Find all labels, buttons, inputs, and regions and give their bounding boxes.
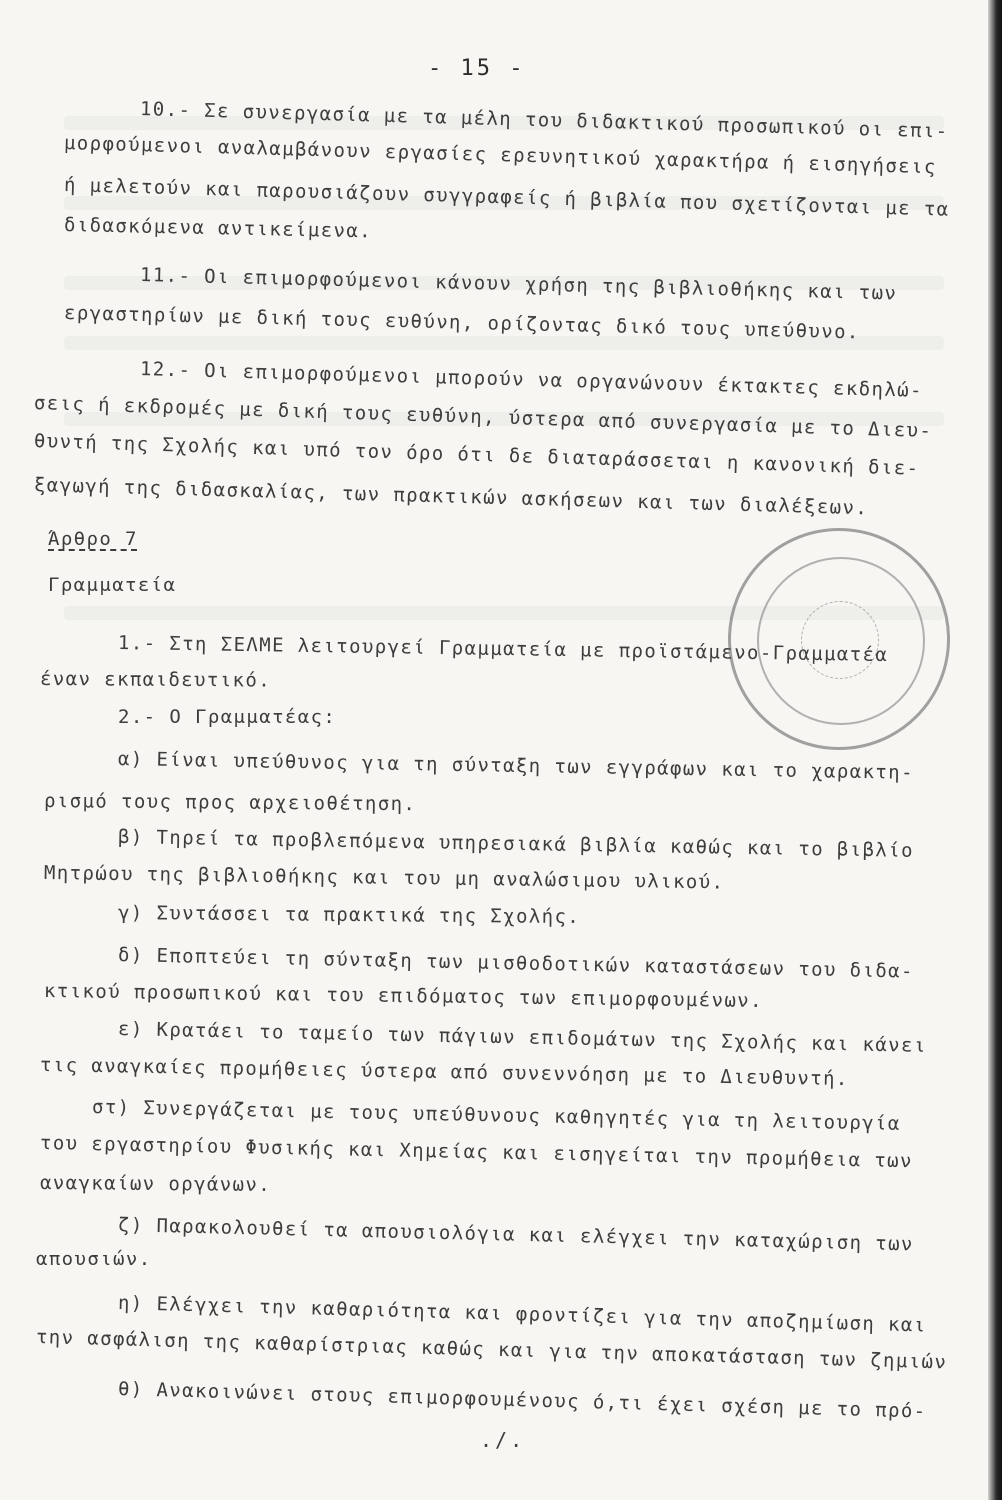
text-line: 12.- Οι επιμορφούμενοι μπορούν να οργανώνουν έκτακτες εκδηλώ- xyxy=(139,358,924,402)
text-line: ε) Κρατάει το ταμείο των πάγιων επιδομάτων της Σχολής και κάνει xyxy=(117,1018,927,1057)
text-line: 10.- Σε συνεργασία με τα μέλη του διδακτικού προσωπικού οι επι- xyxy=(139,98,949,143)
text-line: η) Ελέγχει την καθαριότητα και φροντίζει για την αποζημίωση και xyxy=(117,1292,927,1337)
text-line: θ) Ανακοινώνει στους επιμορφουμένους ό,τι έχει σχέση με το πρό- xyxy=(117,1378,927,1423)
text-line: απουσιών. xyxy=(36,1248,152,1270)
text-line: έναν εκπαιδευτικό. xyxy=(39,668,272,692)
text-line: ξαγωγή της διδασκαλίας, των πρακτικών ασκήσεων και των διαλέξεων. xyxy=(33,474,869,520)
text-line: 11.- Οι επιμορφούμενοι κάνουν χρήση της βιβλιοθήκης και των xyxy=(139,264,898,305)
scan-edge xyxy=(988,0,1002,1500)
text-line: Μητρώου της βιβλιοθήκης και του μη αναλώσιμου υλικού. xyxy=(43,862,725,894)
page-number: - 15 - xyxy=(428,56,526,81)
text-line: κτικού προσωπικού και του επιδόματος των επιμορφουμένων. xyxy=(43,980,764,1013)
text-line: τις αναγκαίες προμήθειες ύστερα από συνεννόηση με το Διευθυντή. xyxy=(39,1054,849,1091)
text-line: αναγκαίων οργάνων. xyxy=(39,1172,272,1197)
text-line: την ασφάλιση της καθαρίστριας καθώς και για την αποκατάσταση των ζημιών xyxy=(35,1326,948,1374)
text-line: εργαστηρίων με δική τους ευθύνη, ορίζοντας δικό τους υπεύθυνο. xyxy=(63,302,861,344)
text-line: του εργαστηρίου Φυσικής και Χημείας και εισηγείται την προμήθεια των xyxy=(39,1132,914,1173)
article-heading: Άρθρο 7 xyxy=(48,528,138,550)
text-line: 2.- Ο Γραμματέας: xyxy=(118,706,337,728)
text-line: 1.- Στη ΣΕΛΜΕ λειτουργεί Γραμματεία με προϊστάμενο-Γραμματέα xyxy=(117,632,889,667)
text-line: β) Τηρεί τα προβλεπόμενα υπηρεσιακά βιβλία καθώς και το βιβλίο xyxy=(117,826,915,862)
text-line: ρισμό τους προς αρχειοθέτηση. xyxy=(43,790,417,816)
text-line: ζ) Παρακολουθεί τα απουσιολόγια και ελέγχει την καταχώριση των xyxy=(117,1214,915,1256)
text-line: σεις ή εκδρομές με δική τους ευθύνη, ύστερα από συνεργασία με το Διευ- xyxy=(33,392,933,443)
text-line: θυντή της Σχολής και υπό τον όρο ότι δε διαταράσσεται η κανονική διε- xyxy=(33,430,920,480)
text-line: δ) Εποπτεύει τη σύνταξη των μισθοδοτικών καταστάσεων του διδα- xyxy=(117,944,915,983)
text-line: μορφούμενοι αναλαμβάνουν εργασίες ερευνητικού χαρακτήρα ή εισηγήσεις xyxy=(63,132,938,179)
text-line: στ) Συνεργάζεται με τους υπεύθυνους καθηγητές για τη λειτουργία xyxy=(91,1096,901,1135)
text-line: γ) Συντάσσει τα πρακτικά της Σχολής. xyxy=(117,902,581,929)
seal-emblem xyxy=(801,601,879,679)
text-line: ή μελετούν και παρουσιάζουν συγγραφείς ή βιβλία που σχετίζονται με τα xyxy=(63,174,950,221)
text-line: α) Είναι υπεύθυνος για τη σύνταξη των εγγράφων και το χαρακτη- xyxy=(117,748,915,784)
continuation-mark: ./. xyxy=(480,1428,526,1452)
official-seal-stamp xyxy=(728,528,950,750)
text-line: διδασκόμενα αντικείμενα. xyxy=(63,214,373,243)
text-line: Γραμματεία xyxy=(48,574,177,596)
